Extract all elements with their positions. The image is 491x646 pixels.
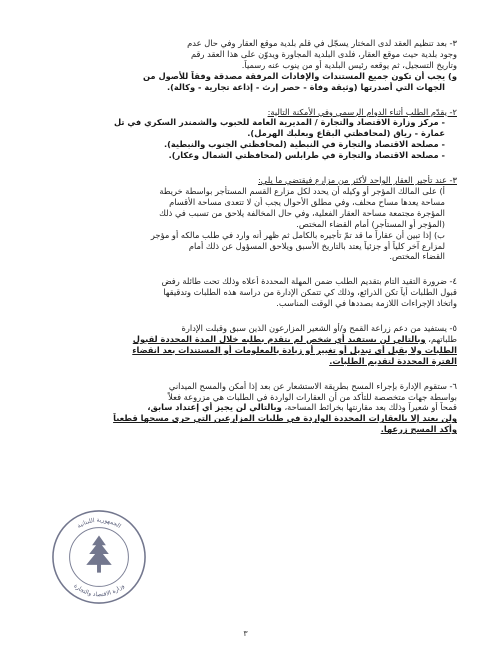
- text-line: المؤجرة مجتمعة مساحة العقار الفعلية، وفي حال المخالفة يلاحق من تسبب في ذلك: [159, 207, 445, 218]
- paragraph-registration: [38, 38, 457, 93]
- emphasis-text: الفترة المحددة لتقديم الطلبات.: [329, 355, 457, 366]
- section-intro: ٢- يقدّم الطلب أثناء الدوام الرسمي وفي الأمكنة التالية:: [267, 106, 457, 117]
- text-line: أ) على المالك المؤجر أو وكيله أن يحدد لكل مزارع القسم المستأجر بواسطة خريطة: [159, 185, 445, 196]
- page-number: ٣: [243, 629, 248, 638]
- text-line-v-cont: الجهات التي أصدرتها (وثيقة وفاة - حصر إرث - إذاعة تجارية - وكالة).: [166, 81, 445, 92]
- text-line: واتخاذ الإجراءات اللازمة بصددها في الوقت المناسب.: [276, 298, 457, 309]
- stamp-ring-bottom: وزارة الاقتصاد والتجارة: [72, 583, 126, 599]
- text-line: لمزارع آخر كلياً أو جزئياً يعتد بالتاريخ الأسبق ويلاحق المسؤول عن ذلك أمام: [188, 240, 445, 251]
- text-line: ٤- ضرورة التقيد التام بتقديم الطلب ضمن المهلة المحددة أعلاه وذلك تحت طائلة رفض: [161, 276, 457, 287]
- text-line-v: و) يجب أن تكون جميع المستندات والإفادات المرفقة مصدقة وفقاً للأصول من: [142, 70, 457, 81]
- text-fragment: طلباتهم،: [428, 333, 457, 344]
- emphasis-text: الطلبات ولا يقبل أي تبديل أو تغيير أو زيادة بالمعلومات أو المستندات بعد انقضاء: [132, 344, 457, 355]
- place-item: - مركز وزارة الاقتصاد والتجارة / المديرية العامة للحبوب والشمندر السكري في تل: [113, 117, 445, 128]
- place-item-cont: عمارة - رياق (لمحافظتي البقاع وبعلبك الهرمل).: [247, 128, 445, 139]
- paragraph-survey: [38, 381, 457, 436]
- cedar-tree-icon: [86, 535, 111, 572]
- paragraph-multiple-farmers: [38, 175, 457, 262]
- text-line: قبول الطلبات أياً تكن الذرائع، وذلك كي تتمكن الإدارة من دراسة هذه الطلبات وتدقيقها: [163, 287, 457, 298]
- text-line: (المؤجر أو المستأجر) أمام القضاء المختص.: [296, 218, 445, 229]
- section-intro: ٣- عند تأجير العقار الواحد لأكثر من مزارع فيقتضي ما يلي:: [258, 175, 457, 186]
- text-line: [38, 334, 457, 345]
- stamp-ring-top: الجمهورية اللبنانية: [76, 517, 122, 530]
- official-stamp: [50, 508, 148, 606]
- text-line: مساحة يعدها مساح محلف، وفي مطلق الأحوال يجب أن لا تتعدى مساحة الأقسام: [169, 196, 445, 207]
- paragraph-submission-places: [38, 107, 457, 162]
- text-line: وتاريخ التسجيل، ثم يوقعه رئيس البلدية أو من ينوب عنه رسمياً.: [241, 59, 457, 70]
- place-item: - مصلحة الاقتصاد والتجارة في طرابلس (لمحافظتي الشمال وعكار).: [168, 150, 445, 161]
- text-line: [38, 402, 457, 413]
- text-line: ٣- بعد تنظيم العقد لدى المختار يسجّل في قلم بلدية موقع العقار وفي حال عدم: [187, 38, 457, 48]
- emphasis-text: وبالتالي لن يجيز أي إعتداد سابق،: [147, 402, 282, 413]
- text-fragment: قمحاً أو شعيراً وذلك بعد مقارنتها بخرائط المساحة،: [284, 402, 457, 413]
- paragraph-deadline: [38, 276, 457, 309]
- emphasis-text: وبالتالي لن يستفيد أي شخص لم يتقدم بطلبه خلال المدة المحددة لقبول: [132, 333, 426, 344]
- emphasis-text: ولن يعتد إلا بالعقارات المحددة الواردة في طلبات المزارعين التي جرى مسحها قطعياً: [113, 413, 457, 424]
- text-line: ٦- ستقوم الإدارة بإجراء المسح بطريقة الاستشعار عن بعد إذا أمكن والمسح الميداني: [168, 380, 457, 391]
- text-line: ب) إذا تبين أن عقاراً ما قد تمّ تأجيره بالكامل ثم ظهر أنه وارد في طلب مالكه أو مؤجر: [150, 229, 445, 240]
- text-line: بواسطة جهات متخصصة للتأكد من أن العقارات الواردة في الطلبات هي مزروعة فعلاً: [168, 391, 457, 402]
- text-line: ٥- يستفيد من دعم زراعة القمح و/أو الشعير المزارعون الذين سبق وقبلت الإدارة: [181, 323, 457, 334]
- text-line: القضاء المختص.: [389, 251, 445, 262]
- paragraph-beneficiaries: [38, 323, 457, 367]
- place-item: - مصلحة الاقتصاد والتجارة في النبطية (لمحافظتي الجنوب والنبطية).: [163, 139, 445, 150]
- emphasis-text: وأكد المسح زرعها.: [380, 424, 457, 435]
- text-line: وجود بلدية حيث موقع العقار، فلدى البلدية المجاورة ويدوّن على هذا العقد رقم: [190, 48, 457, 59]
